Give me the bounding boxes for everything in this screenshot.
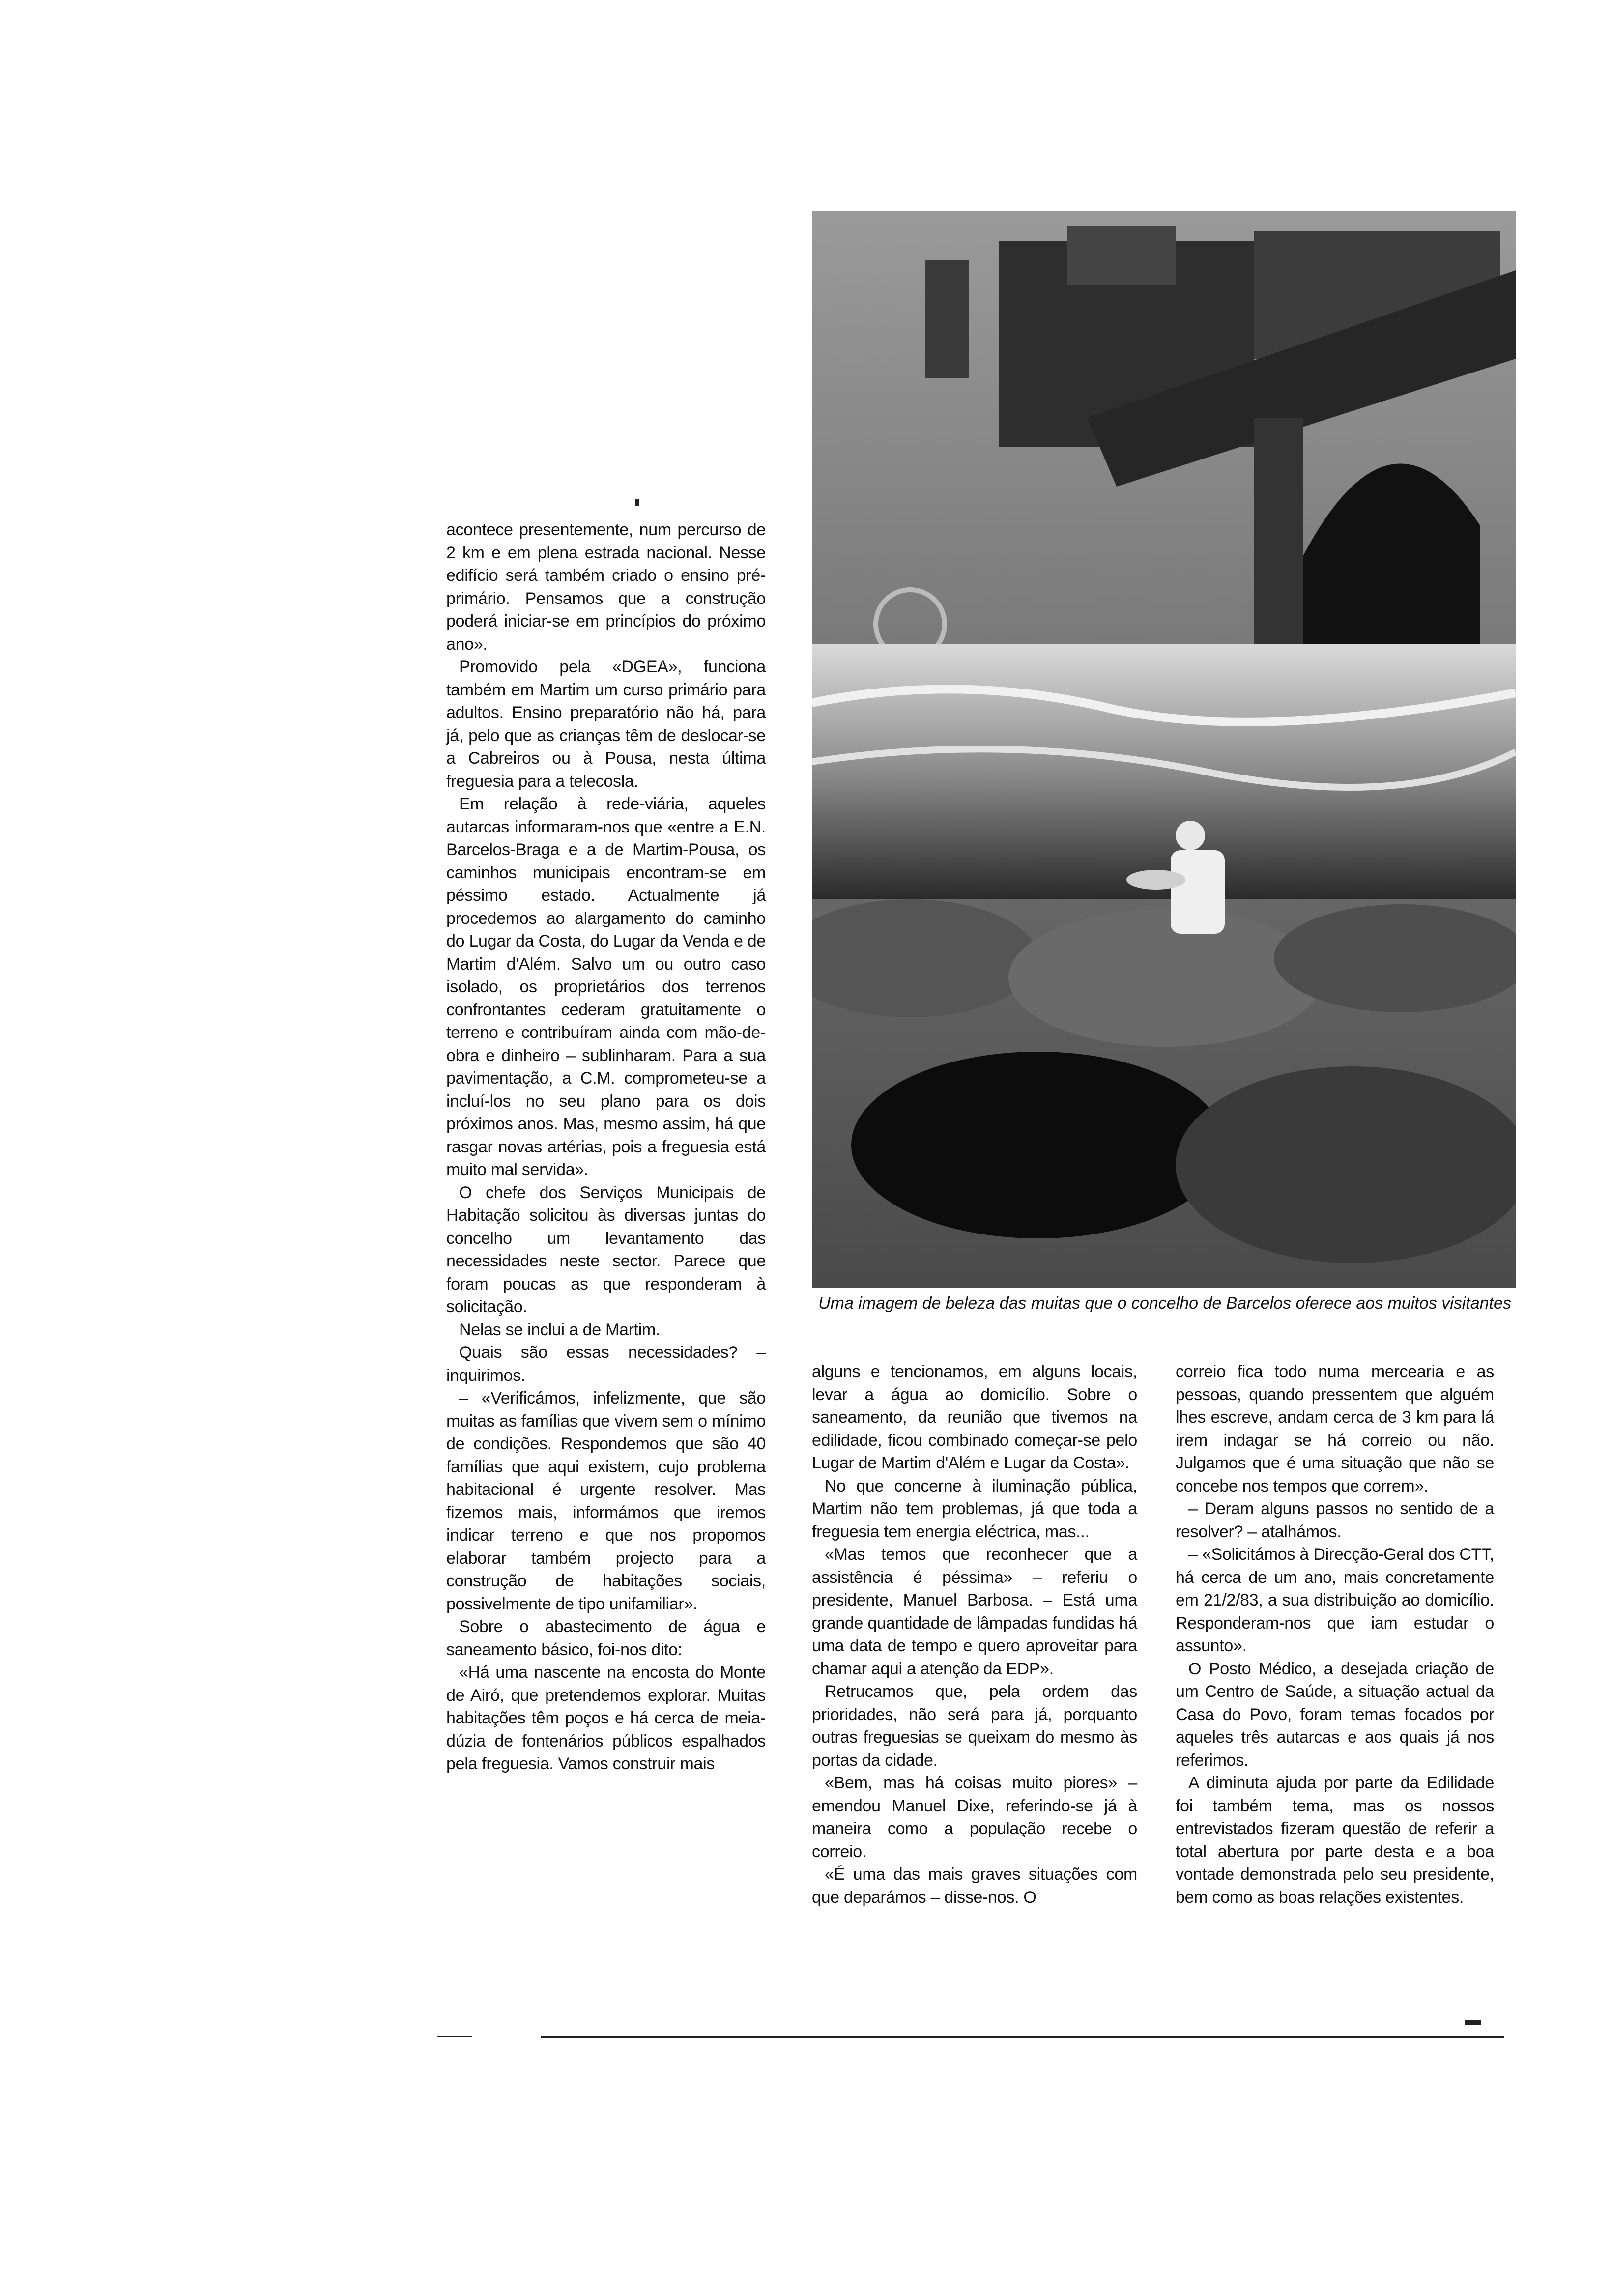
article-column-right bbox=[1176, 1360, 1494, 1909]
article-column-left bbox=[446, 518, 766, 1776]
paragraph: «Mas temos que reconhecer que a assistência é péssima» – referiu o presidente, Manuel Barbosa. – Está uma grande quantidade de lâmpadas fundidas há uma data de tempo e quero aproveitar para chamar aqui a atenção da EDP». bbox=[812, 1545, 1137, 1678]
article-photo bbox=[812, 211, 1516, 1288]
bottom-rule-left bbox=[437, 2036, 472, 2037]
photo-caption: Uma imagem de beleza das muitas que o concelho de Barcelos oferece aos muitos visitantes bbox=[818, 1294, 1511, 1313]
paragraph: Quais são essas necessidades? – inquirimos. bbox=[446, 1343, 766, 1385]
paragraph: Retrucamos que, pela ordem das prioridades, não será para já, porquanto outras freguesias se queixam do mesmo às portas da cidade. bbox=[812, 1682, 1137, 1770]
column-mark-icon bbox=[635, 499, 639, 506]
paragraph: Promovido pela «DGEA», funciona também em Martim um curso primário para adultos. Ensino preparatório não há, para já, pelo que as crianças têm de deslocar-se a Cabreiros ou à Pousa, nesta última freguesia para a telecosla. bbox=[446, 658, 766, 791]
paragraph: alguns e tencionamos, em alguns locais, levar a água ao domicílio. Sobre o saneamento, da reunião que tivemos na edilidade, ficou combinado começar-se pelo Lugar de Martim d'Além e Lugar da Costa». bbox=[812, 1362, 1137, 1472]
photo-bridge-river-icon bbox=[812, 211, 1516, 1288]
paragraph: No que concerne à iluminação pública, Martim não tem problemas, já que toda a freguesia tem energia eléctrica, mas... bbox=[812, 1476, 1137, 1541]
paragraph: «Bem, mas há coisas muito piores» – emendou Manuel Dixe, referindo-se já à maneira como a população recebe o correio. bbox=[812, 1774, 1137, 1861]
paragraph: «Há uma nascente na encosta do Monte de Airó, que pretendemos explorar. Muitas habitações têm poços e há cerca de meia-dúzia de fontenários públicos espalhados pela freguesia. Vamos construir mais bbox=[446, 1663, 766, 1773]
paragraph: Em relação à rede-viária, aqueles autarcas informaram-nos que «entre a E.N. Barcelos-Braga e a de Martim-Pousa, os caminhos municipais encontram-se em péssimo estado. Actualmente já procedemos ao alargamento do caminho do Lugar da Costa, do Lugar da Venda e de Martim d'Além. Salvo um ou outro caso isolado, os proprietários dos terrenos confrontantes cederam gratuitamente o terreno e contribuíram ainda com mão-de-obra e dinheiro – sublinharam. Para a sua pavimentação, a C.M. comprometeu-se a incluí-los no seu plano para os dois próximos anos. Mas, mesmo assim, há que rasgar novas artérias, pois a freguesia está muito mal servida». bbox=[446, 795, 766, 1179]
bottom-rule bbox=[541, 2036, 1504, 2038]
paragraph: – «Verificámos, infelizmente, que são muitas as famílias que vivem sem o mínimo de condições. Respondemos que são 40 famílias que aqui existem, cujo problema habitacional é urgente resolver. Mas fizemos mais, informámos que iremos indicar terreno e que nos propomos elaborar também projecto para a construção de habitações sociais, possivelmente de tipo unifamiliar». bbox=[446, 1389, 766, 1613]
paragraph: correio fica todo numa mercearia e as pessoas, quando pressentem que alguém lhes escreve, andam cerca de 3 km para lá irem indagar se há correio ou não. Julgamos que é uma situação que não se concebe nos tempos que correm». bbox=[1176, 1362, 1494, 1495]
paragraph: O chefe dos Serviços Municipais de Habitação solicitou às diversas juntas do concelho um levantamento das necessidades neste sector. Parece que foram poucas as que responderam à solicitação. bbox=[446, 1183, 766, 1316]
article-column-middle bbox=[812, 1360, 1137, 1909]
paragraph: – «Solicitámos à Direcção-Geral dos CTT, há cerca de um ano, mais concretamente em 21/2/83, a sua distribuição ao domicílio. Responderam-nos que iam estudar o assunto». bbox=[1176, 1545, 1494, 1655]
paragraph: – Deram alguns passos no sentido de a resolver? – atalhámos. bbox=[1176, 1499, 1494, 1541]
end-mark-icon bbox=[1465, 2020, 1481, 2025]
paragraph: «É uma das mais graves situações com que deparámos – disse-nos. O bbox=[812, 1865, 1137, 1907]
paragraph: O Posto Médico, a desejada criação de um Centro de Saúde, a situação actual da Casa do Povo, foram temas focados por aqueles três autarcas e aos quais já nos referimos. bbox=[1176, 1659, 1494, 1770]
paragraph: acontece presentemente, num percurso de 2 km e em plena estrada nacional. Nesse edifício será também criado o ensino pré-primário. Pensamos que a construção poderá iniciar-se em princípios do próximo ano». bbox=[446, 520, 766, 654]
paragraph: Nelas se inclui a de Martim. bbox=[459, 1320, 661, 1339]
paragraph: A diminuta ajuda por parte da Edilidade foi também tema, mas os nossos entrevistados fizeram questão de referir a total abertura por parte desta e a boa vontade demonstrada pelo seu presidente, bem como as boas relações existentes. bbox=[1176, 1774, 1494, 1907]
paragraph: Sobre o abastecimento de água e saneamento básico, foi-nos dito: bbox=[446, 1617, 766, 1659]
